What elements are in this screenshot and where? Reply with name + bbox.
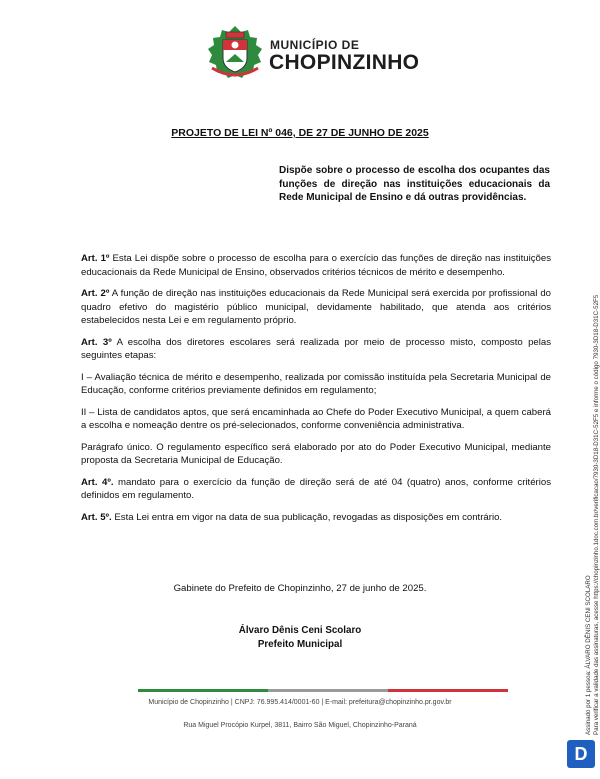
footer-divider-red [388, 689, 508, 692]
stamp-line1: Assinado por 1 pessoa: ÁLVARO DÊNIS CENI SCOLARO [585, 575, 592, 735]
article-5-text: Esta Lei entra em vigor na data de sua publicação, revogadas as disposições em contrário. [111, 511, 503, 523]
law-body [81, 252, 551, 532]
paragrafo-unico: Parágrafo único. O regulamento específico será elaborado por ato do Poder Executivo Municipal, mediante proposta da Secretaria Municipal de Educação. [81, 441, 551, 466]
article-2-text: A função de direção nas instituições educacionais da Rede Municipal será exercida por profissional do quadro efetivo do magistério público municipal, devidamente habilitado, que atenda aos critérios estabelecidos nesta Lei e em regulamento próprio. [81, 288, 552, 326]
article-4 [81, 476, 551, 503]
signature-verification-stamp [585, 295, 600, 735]
article-1 [81, 252, 551, 279]
article-2-label: Art. 2º [81, 288, 110, 299]
municipality-logo [206, 24, 466, 80]
signatory-name: Álvaro Dênis Ceni Scolaro [238, 625, 362, 636]
logo-line2: CHOPINZINHO [269, 51, 420, 74]
footer-divider-gray [268, 689, 388, 692]
footer-divider-green [138, 689, 268, 692]
closing-line: Gabinete do Prefeito de Chopinzinho, 27 de junho de 2025. [173, 583, 427, 594]
article-2 [81, 287, 551, 328]
article-3-label: Art. 3º [81, 336, 112, 348]
article-4-text: mandato para o exercício da função de direção será de até 04 (quatro) anos, conforme critérios definidos em regulamento. [81, 476, 551, 501]
coat-of-arms-icon [206, 24, 264, 82]
article-3-text: A escolha dos diretores escolares será realizada por meio de processo misto, composto pelas seguintes etapas: [81, 336, 552, 361]
article-4-label: Art. 4º. [81, 476, 114, 488]
footer-address: Rua Miguel Procópio Kurpel, 3811, Bairro São Miguel, Chopinzinho-Paraná [183, 722, 417, 729]
article-1-text: Esta Lei dispõe sobre o processo de escolha para o exercício das funções de direção nas instituições educacionais da Rede Municipal de Ensino, observados critérios técnicos de mérito e desempenho. [81, 253, 551, 278]
article-1-label: Art. 1º [81, 253, 110, 264]
article-3 [81, 336, 551, 363]
logo-line1: MUNICÍPIO DE [270, 38, 360, 52]
inciso-1: I – Avaliação técnica de mérito e desempenho, realizada por comissão instituída pela Secretaria Municipal de Educação, conforme critérios previamente definidos em regulamento; [81, 371, 551, 396]
footer-contact: Município de Chopinzinho | CNPJ: 76.995.414/0001-60 | E-mail: prefeitura@chopinzinho.pr.gov.br [148, 699, 452, 706]
document-title: PROJETO DE LEI Nº 046, DE 27 DE JUNHO DE 2025 [171, 127, 429, 139]
signatory-role: Prefeito Municipal [257, 639, 343, 650]
article-5-label: Art. 5º. [81, 511, 112, 523]
1doc-badge-icon: D [567, 740, 595, 768]
ementa: Dispõe sobre o processo de escolha dos ocupantes das funções de direção nas instituições educacionais da Rede Municipal de Ensino e dá outras providências. [279, 165, 550, 203]
inciso-2: II – Lista de candidatos aptos, que será encaminhada ao Chefe do Poder Executivo Municipal, a quem caberá a escolha e nomeação dentre os pré-selecionados, conforme conveniência administrativa. [81, 406, 551, 431]
article-5 [81, 511, 551, 525]
stamp-line2: Para verificar a validade das assinaturas, acesse https://chopinzinho.1doc.com.br/verificacao/7930-3D18-D31C-52F5 e informe o código 7930-3D18-D31C-52F5 [593, 294, 600, 735]
